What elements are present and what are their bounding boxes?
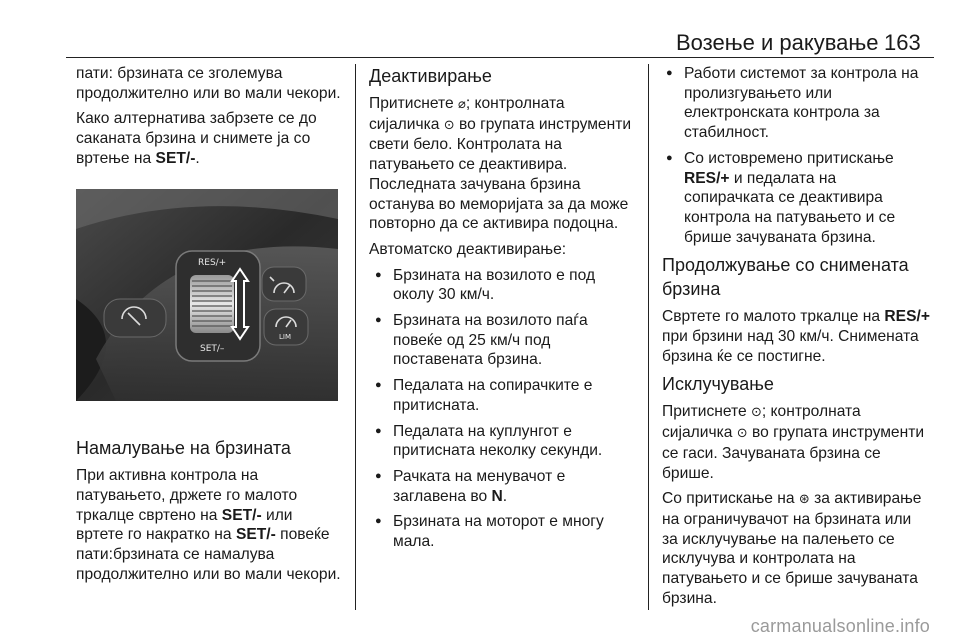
text-run: . <box>502 487 508 505</box>
speed-limiter-icon: ⊛ <box>798 492 810 508</box>
deactivation-list-cont <box>662 64 930 247</box>
list-item: ● Педалата на куплунгот е притисната неколку секунди. <box>369 422 635 461</box>
paragraph-deactivation <box>369 94 635 234</box>
list-item <box>369 467 635 506</box>
paragraph-speed-increase-cont: пати: брзината се зголемува продолжително или во мали чекори. <box>76 65 341 102</box>
list-item: ● Брзината на возилото паѓа повеќе од 25 км/ч под поставената брзина. <box>369 311 635 370</box>
cruise-indicator-icon: ⊙ <box>736 426 748 442</box>
text-run: во групата инструменти се гаси. Зачуваната брзина се брише. <box>662 424 925 482</box>
text-run: Притиснете <box>662 403 751 421</box>
page-number: 163 <box>884 30 921 55</box>
column-divider-1 <box>355 64 356 610</box>
text-run: Притиснете <box>369 95 458 112</box>
list-item: ● Работи системот за контрола на пролизгувањето или електронската контрола за стабилност. <box>662 64 930 143</box>
bold-gear-label: N <box>491 487 503 505</box>
res-label: RES/+ <box>198 257 227 268</box>
text-run: Со притискање на <box>662 490 799 508</box>
column-1 <box>76 64 342 590</box>
text-run: за активирање на ограничувачот на брзината или за исклучување на палењето се исклучува и контролата на патувањето и се брише зачуваната брзина. <box>662 490 922 607</box>
column-divider-2 <box>648 64 649 610</box>
column-3 <box>662 64 930 614</box>
paragraph-alternative <box>76 109 342 168</box>
auto-deactivation-list <box>369 266 635 552</box>
text-run: повеќе пати:брзината се намалува продолжително или во мали чекори. <box>76 526 341 583</box>
bold-set-label: SET/- <box>235 526 276 544</box>
watermark: carmanualsonline.info <box>750 616 930 636</box>
paragraph-auto-deactivation: Автоматско деактивирање: <box>369 240 567 258</box>
cruise-button-icon: ⊙ <box>750 405 762 421</box>
paragraph-speed-reduction <box>76 466 342 584</box>
text-run: или вртете го накратко на <box>76 506 293 544</box>
running-header-title: Возење и ракување <box>676 30 879 55</box>
paragraph-resume-speed <box>662 307 930 366</box>
list-item: ● Педалата на сопирачките е притисната. <box>369 376 635 415</box>
text-run: Како алтернатива забрзете се до саканата брзина и снимете ја со вртење на <box>76 110 317 167</box>
text-run: При активна контрола на патувањето, држете го малото тркалце свртено на <box>76 467 298 524</box>
heading-deactivation: Деактивирање <box>369 66 492 86</box>
text-run: во групата инструменти свети бело. Контролата на патувањето се деактивира. Последната зачувана брзина останува во меморијата за да може повторно да се активира подоцна. <box>369 115 632 233</box>
text-run: . <box>195 149 200 167</box>
bold-res-label: RES/+ <box>684 169 730 187</box>
column-2 <box>369 64 635 558</box>
bold-set-label: SET/- <box>221 506 262 524</box>
set-label: SET/– <box>200 343 225 354</box>
cruise-off-icon: ⌀ <box>457 97 466 112</box>
text-run: Свртете го малото тркалце на <box>662 308 885 326</box>
list-item <box>662 149 930 248</box>
text-run: при брзини над 30 км/ч. Снимената брзина ќе се постигне. <box>662 328 919 365</box>
paragraph-limiter <box>662 489 930 608</box>
bold-set-label: SET/- <box>155 149 196 167</box>
cruise-indicator-icon: ⊙ <box>443 117 455 133</box>
lim-label: LIM <box>279 332 292 341</box>
header-divider <box>66 57 934 58</box>
text-run: Со истовремено притискање <box>684 149 894 167</box>
list-item: ● Брзината на моторот е многу мала. <box>369 512 635 551</box>
heading-resume-speed: Продолжување со снимената брзина <box>662 255 909 300</box>
text-run: и педалата на сопирачката се деактивира контрола на патувањето и се брише зачуваната брзина. <box>684 169 896 246</box>
steering-wheel-controls-photo <box>76 189 338 401</box>
heading-switch-off: Исклучување <box>662 374 774 395</box>
text-run: Рачката на менувачот е заглавена во <box>393 467 566 505</box>
bold-res-label: RES/+ <box>884 308 930 326</box>
list-item: ● Брзината на возилото е под околу 30 км/ч. <box>369 266 635 305</box>
text-run: ; контролната сијаличка <box>662 403 861 442</box>
heading-speed-reduction: Намалување на брзината <box>76 438 291 459</box>
paragraph-switch-off <box>662 402 930 483</box>
text-run: ; контролната сијаличка <box>369 95 565 133</box>
